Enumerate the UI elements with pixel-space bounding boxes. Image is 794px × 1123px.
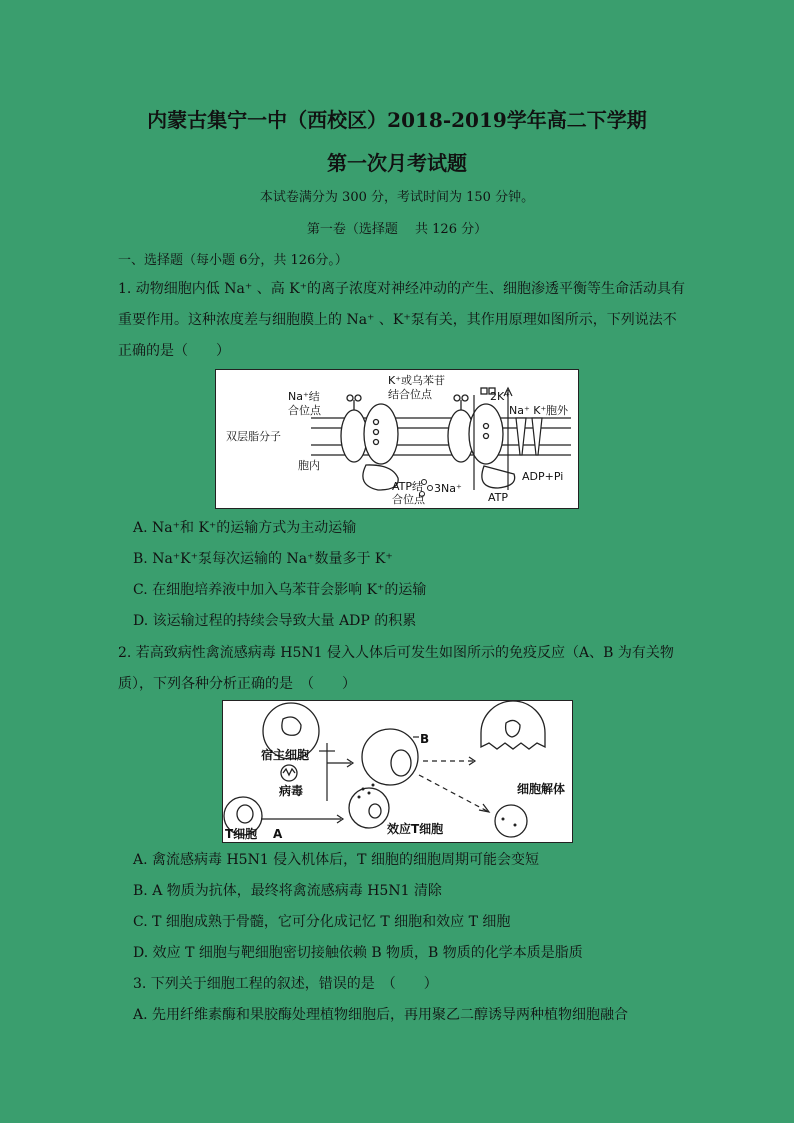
infected-cell-nucleus (391, 750, 411, 776)
atp-label: ATP (488, 491, 509, 504)
q1-option-c: C. 在细胞培养液中加入乌苯苷会影响 K⁺的运输 (133, 582, 427, 598)
na-site-label-2: 合位点 (288, 404, 321, 417)
virus-label: 病毒 (279, 784, 304, 798)
q1-stem (118, 274, 688, 367)
substance-b-label: B (420, 732, 430, 746)
adp-pi-label: ADP+Pi (522, 470, 564, 483)
q3-option-a: A. 先用纤维素酶和果胶酶处理植物细胞后，再用聚乙二醇诱导两种植物细胞融合 (133, 1007, 629, 1023)
ion-channels (516, 418, 542, 455)
q3 (133, 969, 703, 1031)
q1-stem-line: 1. 动物细胞内低 Na⁺ 、高 K⁺的离子浓度对神经冲动的产生、细胞渗透平衡等生命活动具有 (118, 281, 685, 297)
pump-protein-2 (448, 388, 515, 488)
lysis-label: 细胞解体 (517, 782, 566, 796)
page-title: 内蒙古集宁一中（西校区）2018-2019学年高二下学期 (147, 108, 647, 132)
q1-stem-line: 重要作用。这种浓度差与细胞膜上的 Na⁺ 、K⁺泵有关，其作用原理如图所示，下列说法不 (118, 312, 677, 328)
substance-a-label: A (273, 827, 283, 841)
q1-options (133, 513, 703, 637)
q1-option-b: B. Na⁺K⁺泵每次运输的 Na⁺数量多于 K⁺ (133, 551, 393, 567)
host-cell-nucleus (282, 717, 301, 735)
effector-t-cell-2 (495, 805, 527, 837)
t-cell-nucleus (237, 805, 253, 823)
outside-label: 胞外 (546, 404, 568, 417)
q2-option-c: C. T 细胞成熟于骨髓，它可分化成记忆 T 细胞和效应 T 细胞 (133, 914, 511, 930)
k-site-label-1: K⁺或乌苯苷 (388, 374, 446, 387)
pump-protein-1 (341, 395, 398, 490)
q3-stem: 3. 下列关于细胞工程的叙述，错误的是 （ ） (133, 976, 438, 992)
q2-stem-line: 2. 若高致病性禽流感病毒 H5N1 侵入人体后可发生如图所示的免疫反应（A、B 为有关物 (118, 645, 674, 661)
immune-response-diagram (223, 701, 572, 842)
three-na-label: 3Na⁺ (434, 482, 462, 495)
q2-stem-line: 质），下列各种分析正确的是 （ ） (118, 676, 356, 692)
q2-stem (118, 638, 688, 700)
na-site-label-1: Na⁺结 (288, 390, 320, 403)
q2-figure (222, 700, 573, 843)
bilayer-label: 双层脂分子 (226, 430, 281, 443)
atp-site-label-1: ATP结 (392, 480, 424, 493)
na-k-label: Na⁺ K⁺ (509, 404, 547, 417)
atp-site-label-2: 合位点 (392, 493, 425, 506)
part-title: 一、选择题（每小题 6分，共 126分。） (118, 253, 348, 268)
q1-option-a: A. Na⁺和 K⁺的运输方式为主动运输 (133, 520, 357, 536)
effector-t-cell-label: 效应T细胞 (387, 822, 444, 836)
q1-figure (215, 369, 579, 509)
k-site-label-2: 结合位点 (388, 388, 432, 401)
two-k-label: 2K⁺ (490, 390, 511, 403)
exam-info: 本试卷满分为 300 分，考试时间为 150 分钟。 (259, 190, 535, 205)
sodium-potassium-pump-diagram (216, 370, 578, 508)
q2-option-a: A. 禽流感病毒 H5N1 侵入机体后，T 细胞的细胞周期可能会变短 (133, 852, 539, 868)
inside-label: 胞内 (298, 459, 320, 472)
q1-stem-line: 正确的是（ ） (118, 343, 230, 359)
q1-option-d: D. 该运输过程的持续会导致大量 ADP 的积累 (133, 613, 417, 629)
host-cell-label: 宿主细胞 (261, 748, 310, 762)
page-subtitle: 第一次月考试题 (327, 151, 467, 175)
t-cell-label: T细胞 (225, 827, 258, 841)
q2-option-d: D. 效应 T 细胞与靶细胞密切接触依赖 B 物质，B 物质的化学本质是脂质 (133, 945, 583, 961)
q2-options (133, 845, 703, 969)
q2-option-b: B. A 物质为抗体，最终将禽流感病毒 H5N1 清除 (133, 883, 442, 899)
section-title: 第一卷（选择题 共 126 分） (306, 222, 488, 237)
